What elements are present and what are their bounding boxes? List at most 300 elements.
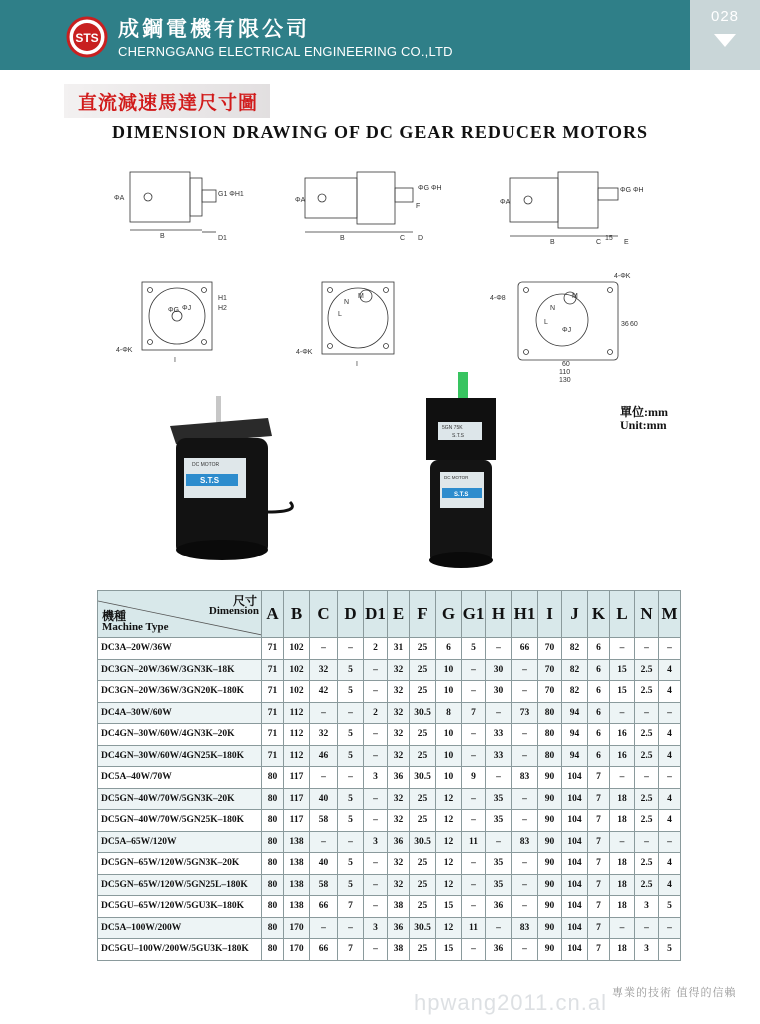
dimension-cell: – (512, 659, 538, 681)
dimension-cell: 80 (262, 788, 284, 810)
dimension-cell: 36 (388, 831, 410, 853)
dimension-cell: 80 (262, 767, 284, 789)
machine-type-cell: DC5GN–40W/70W/5GN3K–20K (98, 788, 262, 810)
unit-note (620, 406, 668, 432)
dimension-cell: 35 (486, 874, 512, 896)
dim-label: 15 (605, 235, 613, 242)
page-number-tab (690, 0, 760, 70)
dimension-cell: 138 (284, 853, 310, 875)
dim-label: ΦA (295, 197, 306, 204)
dimension-cell: 80 (262, 874, 284, 896)
dimension-cell: 3 (635, 896, 659, 918)
dimension-cell: 71 (262, 659, 284, 681)
dim-label: 4-Φ8 (490, 295, 506, 302)
dimension-cell: 4 (659, 853, 681, 875)
dim-label: 36 (621, 321, 629, 328)
dimension-cell: – (338, 638, 364, 660)
header-bar (0, 0, 690, 70)
dimension-cell: 82 (562, 638, 588, 660)
dim-label: H1 (218, 295, 227, 302)
dimension-cell: 66 (512, 638, 538, 660)
column-header: D (338, 591, 364, 638)
dimension-cell: 2.5 (635, 681, 659, 703)
dimension-cell: 58 (310, 874, 338, 896)
dimension-cell: 12 (436, 788, 462, 810)
table-row (98, 853, 681, 875)
dimension-cell: 80 (262, 917, 284, 939)
machine-type-label-en: Machine Type (102, 621, 169, 633)
dimension-cell: 5 (338, 724, 364, 746)
dimension-cell: 104 (562, 896, 588, 918)
dimension-cell: – (635, 702, 659, 724)
dimension-cell: 5 (338, 788, 364, 810)
dimension-cell: 10 (436, 767, 462, 789)
dimension-cell: 35 (486, 853, 512, 875)
dimension-cell: 70 (538, 659, 562, 681)
dimension-cell: 5 (338, 659, 364, 681)
dimension-cell: – (364, 681, 388, 703)
dimension-cell: 25 (410, 874, 436, 896)
dimension-cell: – (512, 724, 538, 746)
dimension-cell: 71 (262, 745, 284, 767)
table-row (98, 874, 681, 896)
dimension-cell: 80 (262, 831, 284, 853)
dimension-cell: 80 (262, 896, 284, 918)
dimension-cell: – (338, 767, 364, 789)
dimension-cell: 170 (284, 917, 310, 939)
dimension-cell: – (486, 638, 512, 660)
side-view-gn (295, 172, 442, 242)
dimension-cell: 36 (486, 939, 512, 961)
dimension-cell: 2 (364, 702, 388, 724)
dimension-cell: 7 (588, 767, 610, 789)
dimension-cell: 35 (486, 788, 512, 810)
dimension-cell: 2.5 (635, 810, 659, 832)
dimension-cell: 104 (562, 767, 588, 789)
dimension-cell: 46 (310, 745, 338, 767)
dim-label: B (160, 233, 165, 240)
dimension-cell: 3 (364, 831, 388, 853)
dimension-cell: 80 (262, 853, 284, 875)
dimension-cell: – (635, 767, 659, 789)
column-header: B (284, 591, 310, 638)
dimension-cell: – (659, 702, 681, 724)
front-view-gn (296, 282, 394, 368)
photo-label: 5GN 75K (442, 425, 463, 431)
dimension-cell: 36 (486, 896, 512, 918)
dimension-cell: 12 (436, 853, 462, 875)
dim-label: E (624, 239, 629, 246)
table-row (98, 810, 681, 832)
gear-motor-photo (426, 372, 496, 568)
dimension-cell: 102 (284, 681, 310, 703)
footer-slogan: 專業的技術 值得的信賴 (612, 986, 737, 999)
dimension-cell: 80 (262, 810, 284, 832)
dimension-cell: 25 (410, 681, 436, 703)
dimension-cell: 2.5 (635, 788, 659, 810)
table-row (98, 896, 681, 918)
dimension-cell: 10 (436, 745, 462, 767)
dim-label: N (550, 305, 556, 312)
dimension-cell: – (364, 788, 388, 810)
dimension-cell: 30.5 (410, 917, 436, 939)
dimension-cell: 6 (588, 702, 610, 724)
machine-type-cell: DC4A–30W/60W (98, 702, 262, 724)
dimension-cell: 2.5 (635, 853, 659, 875)
dimension-cell: 83 (512, 767, 538, 789)
dimension-cell: 12 (436, 874, 462, 896)
table-row (98, 724, 681, 746)
table-row (98, 681, 681, 703)
dimension-cell: 4 (659, 874, 681, 896)
dimension-cell: 12 (436, 831, 462, 853)
dimension-cell: 25 (410, 788, 436, 810)
photo-label: S.T.S (200, 476, 220, 485)
dimension-cell: – (338, 702, 364, 724)
column-header: I (538, 591, 562, 638)
dimension-cell: – (364, 853, 388, 875)
dimension-cell: 7 (588, 917, 610, 939)
dimension-cell: – (338, 831, 364, 853)
machine-type-cell: DC4GN–30W/60W/4GN3K–20K (98, 724, 262, 746)
column-header: N (635, 591, 659, 638)
dimension-cell: 6 (436, 638, 462, 660)
dimension-cell: 18 (610, 939, 635, 961)
dimension-cell: 71 (262, 638, 284, 660)
photo-label: DC MOTOR (444, 475, 469, 480)
machine-type-cell: DC5A–100W/200W (98, 917, 262, 939)
dimension-cell: 25 (410, 724, 436, 746)
dim-label: L (544, 319, 548, 326)
dimension-cell: 2.5 (635, 745, 659, 767)
dimension-cell: 25 (410, 638, 436, 660)
dimension-cell: 90 (538, 917, 562, 939)
dimension-cell: 2.5 (635, 874, 659, 896)
dimension-cell: 32 (388, 724, 410, 746)
dimension-cell: 33 (486, 745, 512, 767)
dim-label: C (400, 235, 406, 242)
table-corner-header (98, 591, 262, 638)
dimension-cell: 80 (538, 724, 562, 746)
dimension-cell: – (364, 939, 388, 961)
dimension-cell: – (610, 638, 635, 660)
dimension-cell: 30 (486, 659, 512, 681)
dimension-table (97, 590, 681, 961)
dimension-cell: 32 (388, 681, 410, 703)
dimension-cell: – (610, 917, 635, 939)
dimension-cell: – (364, 745, 388, 767)
dimension-cell: 4 (659, 681, 681, 703)
table-header-row (98, 591, 681, 638)
photo-label: DC MOTOR (192, 462, 220, 468)
table-row (98, 831, 681, 853)
dimension-cell: 5 (659, 896, 681, 918)
dim-label: M (572, 293, 578, 300)
dim-label: ΦG ΦH (418, 185, 442, 192)
dimension-cell: – (486, 767, 512, 789)
dim-label: ΦA (500, 199, 511, 206)
dimension-cell: 3 (635, 939, 659, 961)
dimension-cell: – (462, 724, 486, 746)
dimension-cell: 90 (538, 874, 562, 896)
dim-label: ΦG ΦH (620, 187, 644, 194)
dimension-cell: 15 (436, 896, 462, 918)
machine-type-cell: DC3GN–20W/36W/3GN20K–180K (98, 681, 262, 703)
dimension-cell: 170 (284, 939, 310, 961)
dim-label: L (338, 311, 342, 318)
dimension-cell: 5 (338, 853, 364, 875)
dimension-cell: 90 (538, 831, 562, 853)
dimension-cell: 25 (410, 810, 436, 832)
dim-label: D (418, 235, 424, 242)
dimension-cell: – (462, 745, 486, 767)
dimension-cell: 2 (364, 638, 388, 660)
dimension-cell: 3 (364, 917, 388, 939)
company-name-en: CHERNGGANG ELECTRICAL ENGINEERING CO.,LTD (118, 44, 453, 59)
dimension-cell: 5 (338, 810, 364, 832)
dimension-cell: – (635, 831, 659, 853)
dimension-cell: – (310, 638, 338, 660)
table-row (98, 659, 681, 681)
dimension-cell: 104 (562, 917, 588, 939)
machine-type-cell: DC5GN–40W/70W/5GN25K–180K (98, 810, 262, 832)
table-row (98, 745, 681, 767)
dimension-cell: 104 (562, 853, 588, 875)
dimension-cell: 71 (262, 724, 284, 746)
machine-type-cell: DC5GU–100W/200W/5GU3K–180K (98, 939, 262, 961)
dimension-cell: 80 (538, 702, 562, 724)
dimension-cell: 6 (588, 681, 610, 703)
motor-photos (140, 362, 520, 572)
dimension-cell: – (512, 874, 538, 896)
dimension-cell: 94 (562, 702, 588, 724)
column-header: A (262, 591, 284, 638)
dimension-cell: 7 (588, 853, 610, 875)
dimension-cell: 4 (659, 659, 681, 681)
column-header: D1 (364, 591, 388, 638)
dimension-cell: 94 (562, 745, 588, 767)
dimension-cell: – (659, 638, 681, 660)
dimension-cell: – (462, 853, 486, 875)
dimension-cell: 83 (512, 831, 538, 853)
dimension-cell: 102 (284, 659, 310, 681)
dimension-cell: 18 (610, 874, 635, 896)
dimension-cell: – (462, 939, 486, 961)
dimension-cell: – (462, 788, 486, 810)
dim-label: N (344, 299, 350, 306)
dimension-cell: – (486, 702, 512, 724)
dim-label: D1 (218, 235, 227, 242)
dim-label: I (356, 361, 358, 368)
front-view-motor (116, 282, 227, 364)
dimension-cell: 18 (610, 810, 635, 832)
dimension-cell: – (310, 831, 338, 853)
dim-label: 4-ΦK (116, 347, 133, 354)
dimension-cell: 117 (284, 810, 310, 832)
dimension-cell: – (512, 896, 538, 918)
dim-label: H2 (218, 305, 227, 312)
dimension-cell: 32 (388, 745, 410, 767)
dimension-cell: 11 (462, 831, 486, 853)
dim-label: 60 (630, 321, 638, 328)
dimension-cell: 25 (410, 939, 436, 961)
machine-type-cell: DC5A–65W/120W (98, 831, 262, 853)
dimension-cell: 16 (610, 745, 635, 767)
dimension-cell: – (659, 767, 681, 789)
dimension-cell: 94 (562, 724, 588, 746)
dimension-cell: 4 (659, 724, 681, 746)
dimension-cell: 32 (388, 874, 410, 896)
dimension-cell: 80 (262, 939, 284, 961)
dimension-cell: 31 (388, 638, 410, 660)
dimension-cell: 5 (659, 939, 681, 961)
dimension-cell: – (462, 896, 486, 918)
dimension-cell: 35 (486, 810, 512, 832)
table-row (98, 917, 681, 939)
dimension-cell: 25 (410, 896, 436, 918)
dimension-cell: – (462, 659, 486, 681)
dimension-cell: 7 (588, 939, 610, 961)
dimension-cell: – (512, 853, 538, 875)
dimension-cell: 11 (462, 917, 486, 939)
dimension-cell: – (364, 810, 388, 832)
column-header: M (659, 591, 681, 638)
dimension-cell: 25 (410, 659, 436, 681)
dimension-cell: 112 (284, 745, 310, 767)
machine-type-cell: DC5GU–65W/120W/5GU3K–180K (98, 896, 262, 918)
dim-label: G1 ΦH1 (218, 191, 244, 198)
dimension-cell: 90 (538, 896, 562, 918)
dimension-cell: 90 (538, 810, 562, 832)
column-header: H1 (512, 591, 538, 638)
dimension-cell: 18 (610, 896, 635, 918)
table-row (98, 939, 681, 961)
watermark: hpwang2011.cn.al (414, 990, 607, 1015)
side-view-gu (500, 172, 644, 246)
dimension-cell: 7 (588, 874, 610, 896)
dimension-cell: 38 (388, 896, 410, 918)
dimension-cell: – (462, 874, 486, 896)
dimension-cell: 7 (588, 788, 610, 810)
dimension-cell: 83 (512, 917, 538, 939)
dimension-cell: 16 (610, 724, 635, 746)
dimension-cell: 71 (262, 681, 284, 703)
machine-type-cell: DC5GN–65W/120W/5GN25L–180K (98, 874, 262, 896)
dimension-cell: 10 (436, 724, 462, 746)
dimension-cell: 9 (462, 767, 486, 789)
dimension-cell: 4 (659, 788, 681, 810)
dimension-cell: 40 (310, 853, 338, 875)
dimension-cell: 2.5 (635, 724, 659, 746)
dimension-cell: 10 (436, 659, 462, 681)
dim-label: ΦJ (182, 305, 192, 312)
dimension-cell: 32 (388, 659, 410, 681)
dim-label: B (550, 239, 555, 246)
unit-en: Unit:mm (620, 418, 667, 432)
machine-type-cell: DC4GN–30W/60W/4GN25K–180K (98, 745, 262, 767)
column-header: F (410, 591, 436, 638)
dimension-cell: 36 (388, 767, 410, 789)
dim-label: 4-ΦK (614, 273, 631, 280)
dimension-cell: 7 (338, 896, 364, 918)
dimension-cell: 90 (538, 939, 562, 961)
logo-text: STS (75, 31, 99, 45)
dimension-cell: 32 (388, 810, 410, 832)
dimension-cell: 12 (436, 917, 462, 939)
page-number: 028 (710, 8, 740, 25)
dim-label: ΦA (114, 195, 125, 202)
dimension-cell: 70 (538, 681, 562, 703)
dimension-cell: 2.5 (635, 659, 659, 681)
dimension-cell: 7 (588, 810, 610, 832)
dimension-cell: – (310, 917, 338, 939)
machine-type-cell: DC5GN–65W/120W/5GN3K–20K (98, 853, 262, 875)
dimension-cell: 32 (310, 659, 338, 681)
dimension-cell: 36 (388, 917, 410, 939)
column-header: L (610, 591, 635, 638)
machine-type-label-cn: 機種 (102, 609, 127, 623)
dimension-cell: 3 (364, 767, 388, 789)
dimension-cell: – (512, 745, 538, 767)
dimension-cell: 104 (562, 874, 588, 896)
table-row (98, 788, 681, 810)
dimension-cell: – (610, 702, 635, 724)
dimension-cell: 38 (388, 939, 410, 961)
dimension-cell: 4 (659, 810, 681, 832)
dimension-cell: 12 (436, 810, 462, 832)
machine-type-cell: DC3A–20W/36W (98, 638, 262, 660)
side-view-motor (114, 172, 244, 242)
subtitle-banner (64, 84, 270, 118)
dimension-cell: – (659, 831, 681, 853)
dimension-cell: 112 (284, 724, 310, 746)
table-row (98, 767, 681, 789)
dimension-cell: 5 (462, 638, 486, 660)
dimension-cell: – (610, 831, 635, 853)
dimension-cell: 30.5 (410, 767, 436, 789)
dimension-cell: 25 (410, 745, 436, 767)
dimension-cell: 25 (410, 853, 436, 875)
dimension-cell: – (310, 702, 338, 724)
down-arrow-icon (714, 34, 736, 47)
dimension-cell: 138 (284, 831, 310, 853)
dimension-cell: – (364, 724, 388, 746)
dimension-cell: 42 (310, 681, 338, 703)
dimension-cell: – (512, 810, 538, 832)
dimension-cell: 5 (338, 874, 364, 896)
dimension-cell: – (512, 681, 538, 703)
dimension-cell: 33 (486, 724, 512, 746)
dimension-cell: 104 (562, 939, 588, 961)
dim-label: 130 (559, 377, 571, 384)
machine-type-cell: DC3GN–20W/36W/3GN3K–18K (98, 659, 262, 681)
dim-label: F (416, 203, 421, 210)
column-header: K (588, 591, 610, 638)
table-row (98, 638, 681, 660)
company-logo (66, 16, 108, 58)
dimension-cell: 117 (284, 767, 310, 789)
dimension-cell: – (462, 681, 486, 703)
table-row (98, 702, 681, 724)
column-header: G (436, 591, 462, 638)
dimension-cell: 138 (284, 874, 310, 896)
dimension-cell: 104 (562, 831, 588, 853)
photo-label: S.T.S (452, 433, 464, 439)
dimension-cell: 32 (388, 702, 410, 724)
dimension-cell: 5 (338, 745, 364, 767)
column-header: E (388, 591, 410, 638)
dimension-cell: 32 (388, 853, 410, 875)
